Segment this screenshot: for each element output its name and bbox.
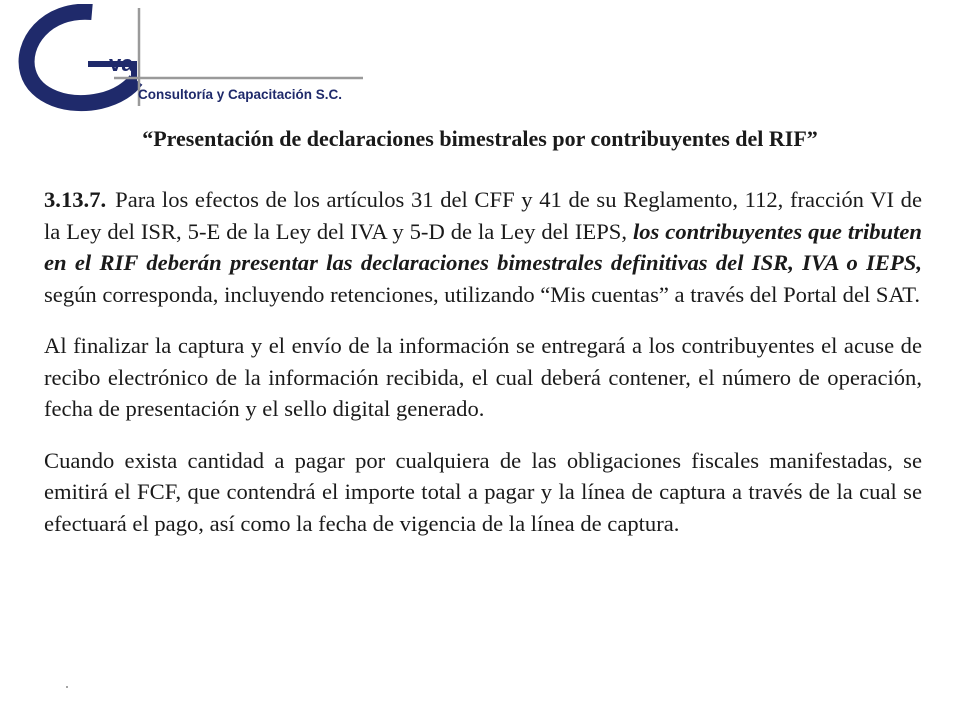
company-logo xyxy=(18,4,368,116)
paragraph-article xyxy=(44,184,922,310)
gva-logo-graphic xyxy=(18,4,368,116)
paragraph-pago: Cuando exista cantidad a pagar por cualquiera de las obligaciones fiscales manifestadas, se emitirá el FCF, que contendrá el importe total a pagar y la línea de captura a través de la cual se efectuará el pago, así como la fecha de vigencia de la línea de captura. xyxy=(44,447,922,536)
article-number: 3.13.7. xyxy=(44,187,107,212)
logo-company-name: Consultoría y Capacitación S.C. xyxy=(138,87,343,102)
slide-dot-marker xyxy=(66,686,68,688)
article-text-intro: Para los efectos de los artículos 31 del CFF y 41 de su Reglamento, 112, fracción VI de la Ley del ISR, 5-E de la Ley del IVA y 5-D de la Ley del IEPS, xyxy=(44,187,922,244)
page-title: “Presentación de declaraciones bimestrales por contribuyentes del RIF” xyxy=(142,126,818,151)
logo-initials: va xyxy=(109,51,134,76)
paragraph-acuse: Al finalizar la captura y el envío de la información se entregará a los contribuyentes el acuse de recibo electrónico de la información recibida, el cual deberá contener, el número de operación, fecha de presentación y el sello digital generado. xyxy=(44,333,922,421)
document-body xyxy=(44,184,922,559)
article-emphasis: los contribuyentes que tributen en el RIF deberán presentar las declaraciones bimestrales definitivas del ISR, IVA o IEPS, xyxy=(44,218,922,275)
article-text-end: según corresponda, incluyendo retenciones, utilizando “Mis cuentas” a través del Portal del SAT. xyxy=(44,281,921,307)
